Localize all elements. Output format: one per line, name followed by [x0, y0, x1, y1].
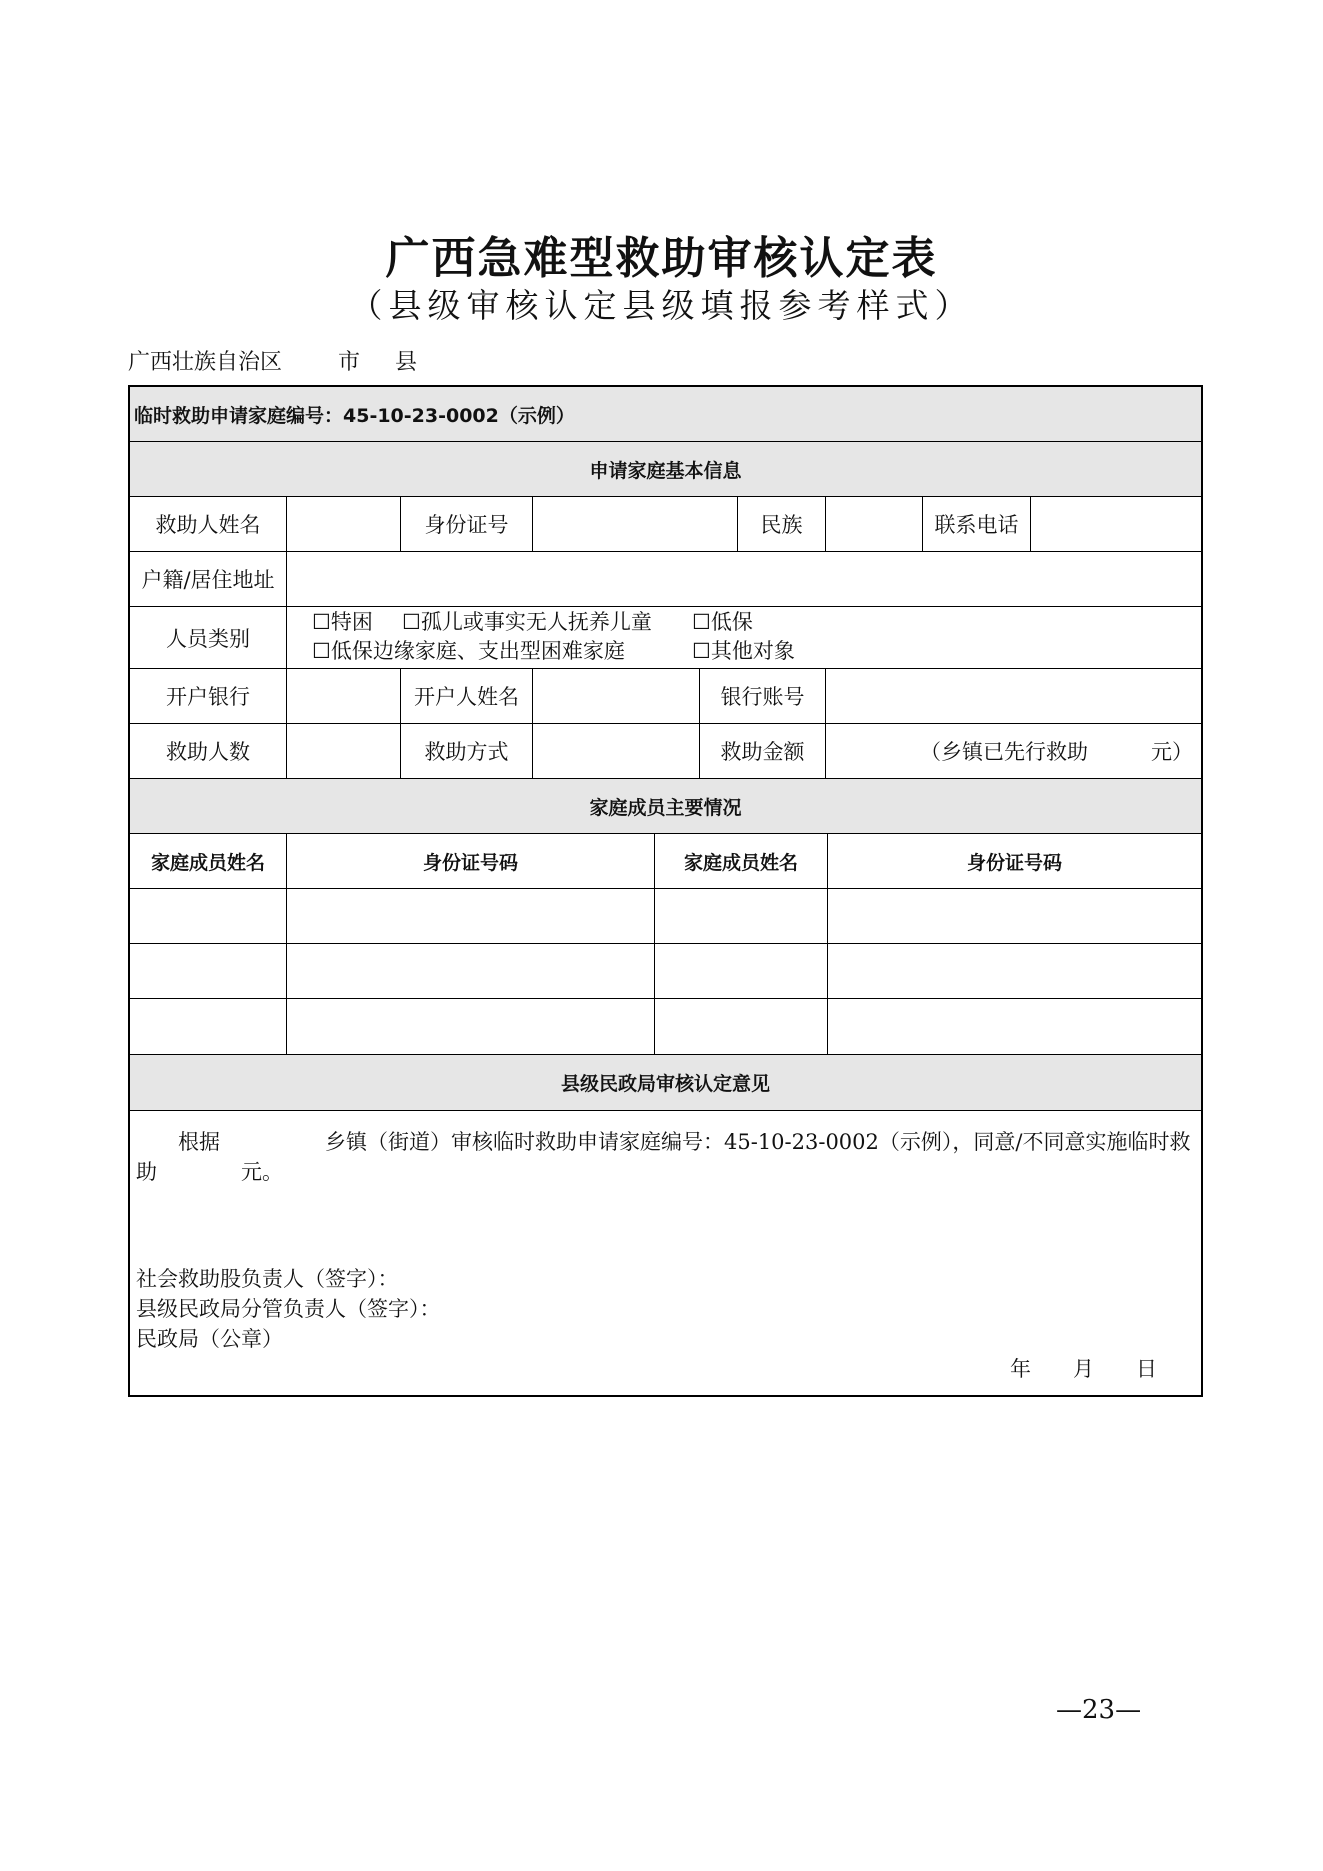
checkbox-icon[interactable]: ☐ [692, 610, 711, 634]
section-family-members: 家庭成员主要情况 [130, 779, 1201, 834]
id-no-field[interactable] [533, 497, 738, 552]
member-header-name: 家庭成员姓名 [130, 834, 287, 889]
account-no-field[interactable] [826, 669, 1201, 724]
category-option[interactable] [312, 608, 373, 637]
official-seal-line: 民政局（公章） [136, 1327, 283, 1351]
member-header-id: 身份证号码 [287, 834, 655, 889]
member-name-cell[interactable] [655, 944, 828, 999]
region-city: 市 [337, 350, 360, 375]
category-label: 低保边缘家庭、支出型困难家庭 [330, 639, 625, 663]
category-label: 孤儿或事实无人抚养儿童 [420, 610, 652, 634]
signature-social-assistance: 社会救助股负责人（签字）： [136, 1267, 399, 1291]
label-bank: 开户银行 [130, 669, 287, 724]
category-option[interactable] [312, 637, 625, 666]
amount-field[interactable]: （乡镇已先行救助 元） [826, 724, 1201, 779]
category-option[interactable] [402, 608, 652, 637]
page-subtitle: （县级审核认定县级填报参考样式） [349, 286, 974, 325]
region-name: 广西壮族自治区 [128, 350, 283, 375]
member-name-cell[interactable] [655, 889, 828, 944]
section-county-opinion: 县级民政局审核认定意见 [130, 1055, 1201, 1111]
member-name-cell[interactable] [130, 944, 287, 999]
name-field[interactable] [287, 497, 401, 552]
label-name: 救助人姓名 [130, 497, 287, 552]
label-method: 救助方式 [401, 724, 533, 779]
ethnicity-field[interactable] [826, 497, 923, 552]
label-account-name: 开户人姓名 [401, 669, 533, 724]
member-id-cell[interactable] [287, 944, 655, 999]
region-county: 县 [394, 350, 417, 375]
member-header-id: 身份证号码 [828, 834, 1201, 889]
label-id-no: 身份证号 [401, 497, 533, 552]
account-name-field[interactable] [533, 669, 700, 724]
section-basic-info: 申请家庭基本信息 [130, 442, 1201, 497]
method-field[interactable] [533, 724, 700, 779]
label-phone: 联系电话 [923, 497, 1031, 552]
category-label: 其他对象 [710, 639, 795, 663]
label-category: 人员类别 [130, 607, 287, 669]
label-address: 户籍/居住地址 [130, 552, 287, 607]
member-id-cell[interactable] [287, 999, 655, 1055]
region-line [128, 345, 417, 376]
opinion-text: 根据 乡镇（街道）审核临时救助申请家庭编号：45-10-23-0002（示例），同意/不同意实施临时救助 元。 [136, 1130, 1191, 1184]
category-option[interactable] [692, 637, 795, 666]
date-line: 年 月 日 [1010, 1357, 1157, 1381]
member-name-cell[interactable] [130, 889, 287, 944]
member-id-cell[interactable] [828, 944, 1201, 999]
member-header-name: 家庭成员姓名 [655, 834, 828, 889]
checkbox-icon[interactable]: ☐ [402, 610, 421, 634]
member-id-cell[interactable] [828, 889, 1201, 944]
member-id-cell[interactable] [287, 889, 655, 944]
assistance-form [128, 385, 1203, 1397]
member-name-cell[interactable] [655, 999, 828, 1055]
label-people-count: 救助人数 [130, 724, 287, 779]
label-account-no: 银行账号 [700, 669, 826, 724]
member-name-cell[interactable] [130, 999, 287, 1055]
phone-field[interactable] [1031, 497, 1201, 552]
page-number: —23— [1056, 1695, 1142, 1725]
people-count-field[interactable] [287, 724, 401, 779]
signature-deputy-director: 县级民政局分管负责人（签字）： [136, 1297, 441, 1321]
checkbox-icon[interactable]: ☐ [312, 639, 331, 663]
checkbox-icon[interactable]: ☐ [312, 610, 331, 634]
label-ethnicity: 民族 [738, 497, 826, 552]
address-field[interactable] [287, 552, 1201, 607]
page-title: 广西急难型救助审核认定表 [385, 233, 938, 284]
checkbox-icon[interactable]: ☐ [692, 639, 711, 663]
category-options [287, 607, 1201, 669]
application-number: 临时救助申请家庭编号：45-10-23-0002（示例） [130, 387, 1201, 442]
label-amount: 救助金额 [700, 724, 826, 779]
category-label: 低保 [710, 610, 753, 634]
member-id-cell[interactable] [828, 999, 1201, 1055]
opinion-area[interactable] [130, 1111, 1201, 1397]
category-option[interactable] [692, 608, 753, 637]
category-label: 特困 [330, 610, 373, 634]
bank-field[interactable] [287, 669, 401, 724]
